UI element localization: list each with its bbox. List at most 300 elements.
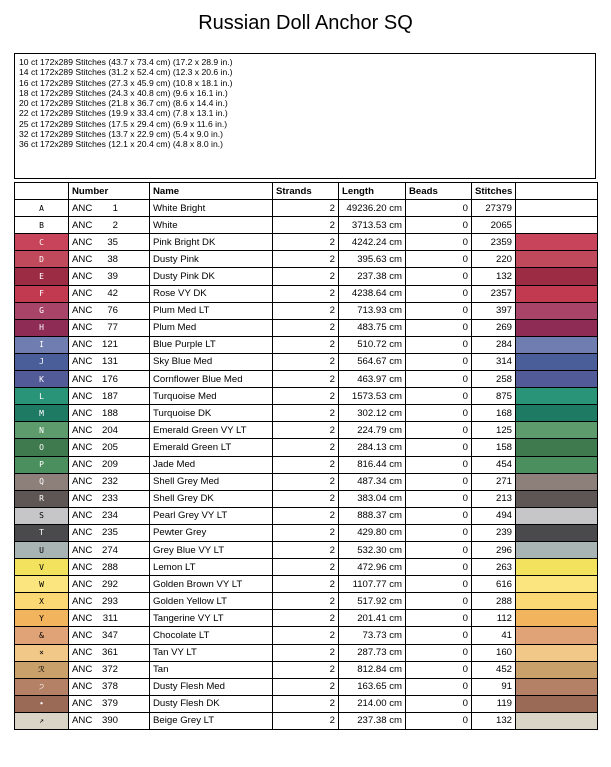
stitches-cell: 263 — [472, 559, 516, 576]
floss-table — [14, 182, 598, 730]
name-cell: Golden Yellow LT — [150, 593, 273, 610]
number-cell — [69, 319, 150, 336]
brand-label: ANC — [72, 647, 93, 659]
length-cell: 287.73 cm — [339, 644, 406, 661]
strands-cell: 2 — [273, 507, 339, 524]
color-swatch — [516, 576, 598, 593]
beads-cell: 0 — [406, 200, 472, 217]
length-cell: 472.96 cm — [339, 559, 406, 576]
strands-cell: 2 — [273, 200, 339, 217]
name-cell: Pearl Grey VY LT — [150, 507, 273, 524]
stitches-cell: 258 — [472, 371, 516, 388]
color-swatch — [516, 422, 598, 439]
table-row — [15, 541, 598, 558]
beads-cell: 0 — [406, 473, 472, 490]
beads-cell: 0 — [406, 336, 472, 353]
length-cell: 237.38 cm — [339, 712, 406, 729]
number-cell — [69, 610, 150, 627]
number-cell — [69, 371, 150, 388]
floss-number: 379 — [102, 698, 119, 710]
name-cell: Tangerine VY LT — [150, 610, 273, 627]
color-swatch — [516, 490, 598, 507]
fabric-size-line: 22 ct 172x289 Stitches (19.9 x 33.4 cm) (7.8 x 13.1 in.) — [19, 108, 228, 119]
name-cell: Shell Grey Med — [150, 473, 273, 490]
length-cell: 214.00 cm — [339, 695, 406, 712]
name-cell: Tan VY LT — [150, 644, 273, 661]
name-cell: Turquoise Med — [150, 388, 273, 405]
table-row — [15, 524, 598, 541]
color-swatch — [516, 285, 598, 302]
symbol-cell: A — [15, 200, 69, 217]
symbol-cell: G — [15, 302, 69, 319]
symbol-cell: & — [15, 627, 69, 644]
symbol-cell: W — [15, 576, 69, 593]
color-swatch — [516, 627, 598, 644]
strands-cell: 2 — [273, 627, 339, 644]
brand-label: ANC — [72, 527, 93, 539]
symbol-cell: L — [15, 388, 69, 405]
name-cell: Blue Purple LT — [150, 336, 273, 353]
fabric-size-line: 36 ct 172x289 Stitches (12.1 x 20.4 cm) (4.8 x 8.0 in.) — [19, 139, 223, 150]
beads-cell: 0 — [406, 593, 472, 610]
color-swatch — [516, 388, 598, 405]
color-swatch — [516, 695, 598, 712]
floss-number: 188 — [102, 407, 119, 419]
strands-cell: 2 — [273, 268, 339, 285]
header-number: Number — [69, 183, 150, 200]
table-row — [15, 576, 598, 593]
header-length: Length — [339, 183, 406, 200]
color-swatch — [516, 371, 598, 388]
symbol-cell: V — [15, 559, 69, 576]
floss-number: 372 — [102, 664, 119, 676]
color-swatch — [516, 678, 598, 695]
beads-cell: 0 — [406, 251, 472, 268]
name-cell: Shell Grey DK — [150, 490, 273, 507]
table-row — [15, 473, 598, 490]
beads-cell: 0 — [406, 456, 472, 473]
beads-cell: 0 — [406, 439, 472, 456]
length-cell: 302.12 cm — [339, 405, 406, 422]
brand-label: ANC — [72, 288, 93, 300]
number-cell — [69, 593, 150, 610]
floss-number: 347 — [102, 629, 119, 641]
strands-cell: 2 — [273, 371, 339, 388]
beads-cell: 0 — [406, 234, 472, 251]
stitches-cell: 494 — [472, 507, 516, 524]
number-cell — [69, 695, 150, 712]
length-cell: 383.04 cm — [339, 490, 406, 507]
stitches-cell: 168 — [472, 405, 516, 422]
length-cell: 713.93 cm — [339, 302, 406, 319]
strands-cell: 2 — [273, 610, 339, 627]
strands-cell: 2 — [273, 405, 339, 422]
length-cell: 532.30 cm — [339, 541, 406, 558]
number-cell — [69, 712, 150, 729]
fabric-size-line: 18 ct 172x289 Stitches (24.3 x 40.8 cm) (9.6 x 16.1 in.) — [19, 87, 228, 98]
stitches-cell: 119 — [472, 695, 516, 712]
length-cell: 510.72 cm — [339, 336, 406, 353]
table-row — [15, 559, 598, 576]
table-row — [15, 353, 598, 370]
header-swatch — [516, 183, 598, 200]
number-cell — [69, 644, 150, 661]
stitches-cell: 2065 — [472, 217, 516, 234]
brand-label: ANC — [72, 271, 93, 283]
color-swatch — [516, 405, 598, 422]
number-cell — [69, 661, 150, 678]
header-symbol — [15, 183, 69, 200]
strands-cell: 2 — [273, 678, 339, 695]
length-cell: 812.84 cm — [339, 661, 406, 678]
number-cell — [69, 302, 150, 319]
beads-cell: 0 — [406, 610, 472, 627]
floss-number: 2 — [112, 219, 118, 231]
beads-cell: 0 — [406, 695, 472, 712]
symbol-cell: X — [15, 593, 69, 610]
number-cell — [69, 234, 150, 251]
table-row — [15, 644, 598, 661]
page-title: Russian Doll Anchor SQ — [198, 12, 413, 34]
symbol-cell: H — [15, 319, 69, 336]
strands-cell: 2 — [273, 251, 339, 268]
color-swatch — [516, 353, 598, 370]
name-cell: Cornflower Blue Med — [150, 371, 273, 388]
color-swatch — [516, 251, 598, 268]
stitches-cell: 616 — [472, 576, 516, 593]
brand-label: ANC — [72, 595, 93, 607]
color-swatch — [516, 439, 598, 456]
number-cell — [69, 422, 150, 439]
header-name: Name — [150, 183, 273, 200]
color-swatch — [516, 336, 598, 353]
stitches-cell: 91 — [472, 678, 516, 695]
name-cell: Pewter Grey — [150, 524, 273, 541]
color-swatch — [516, 712, 598, 729]
symbol-cell: I — [15, 336, 69, 353]
stitches-cell: 284 — [472, 336, 516, 353]
beads-cell: 0 — [406, 388, 472, 405]
length-cell: 224.79 cm — [339, 422, 406, 439]
brand-label: ANC — [72, 612, 93, 624]
number-cell — [69, 439, 150, 456]
table-row — [15, 200, 598, 217]
length-cell: 463.97 cm — [339, 371, 406, 388]
symbol-cell: N — [15, 422, 69, 439]
color-swatch — [516, 234, 598, 251]
fabric-size-line: 10 ct 172x289 Stitches (43.7 x 73.4 cm) (17.2 x 28.9 in.) — [19, 57, 233, 67]
brand-label: ANC — [72, 664, 93, 676]
name-cell: Jade Med — [150, 456, 273, 473]
beads-cell: 0 — [406, 507, 472, 524]
floss-number: 187 — [102, 390, 119, 402]
color-swatch — [516, 217, 598, 234]
fabric-size-box — [14, 53, 596, 179]
symbol-cell: M — [15, 405, 69, 422]
length-cell: 73.73 cm — [339, 627, 406, 644]
brand-label: ANC — [72, 424, 93, 436]
brand-label: ANC — [72, 459, 93, 471]
strands-cell: 2 — [273, 319, 339, 336]
number-cell — [69, 268, 150, 285]
floss-number: 35 — [107, 236, 118, 248]
symbol-cell: × — [15, 644, 69, 661]
fabric-size-line: 16 ct 172x289 Stitches (27.3 x 45.9 cm) (10.8 x 18.1 in.) — [19, 77, 233, 88]
number-cell — [69, 251, 150, 268]
stitches-cell: 220 — [472, 251, 516, 268]
floss-number: 234 — [102, 510, 119, 522]
floss-number: 292 — [102, 578, 119, 590]
strands-cell: 2 — [273, 439, 339, 456]
stitches-cell: 158 — [472, 439, 516, 456]
brand-label: ANC — [72, 219, 93, 231]
number-cell — [69, 353, 150, 370]
header-beads: Beads — [406, 183, 472, 200]
brand-label: ANC — [72, 322, 93, 334]
color-swatch — [516, 524, 598, 541]
name-cell: Dusty Flesh Med — [150, 678, 273, 695]
brand-label: ANC — [72, 356, 93, 368]
length-cell: 49236.20 cm — [339, 200, 406, 217]
length-cell: 163.65 cm — [339, 678, 406, 695]
stitches-cell: 875 — [472, 388, 516, 405]
brand-label: ANC — [72, 339, 93, 351]
beads-cell: 0 — [406, 302, 472, 319]
header-strands: Strands — [273, 183, 339, 200]
table-row — [15, 285, 598, 302]
strands-cell: 2 — [273, 712, 339, 729]
beads-cell: 0 — [406, 576, 472, 593]
strands-cell: 2 — [273, 456, 339, 473]
name-cell: Dusty Flesh DK — [150, 695, 273, 712]
stitches-cell: 288 — [472, 593, 516, 610]
table-row — [15, 661, 598, 678]
brand-label: ANC — [72, 544, 93, 556]
strands-cell: 2 — [273, 490, 339, 507]
name-cell: Dusty Pink DK — [150, 268, 273, 285]
beads-cell: 0 — [406, 353, 472, 370]
length-cell: 1573.53 cm — [339, 388, 406, 405]
length-cell: 4238.64 cm — [339, 285, 406, 302]
fabric-size-line: 20 ct 172x289 Stitches (21.8 x 36.7 cm) (8.6 x 14.4 in.) — [19, 98, 228, 109]
table-row — [15, 695, 598, 712]
length-cell: 284.13 cm — [339, 439, 406, 456]
table-row — [15, 507, 598, 524]
floss-number: 77 — [107, 322, 118, 334]
symbol-cell: E — [15, 268, 69, 285]
floss-number: 293 — [102, 595, 119, 607]
stitches-cell: 239 — [472, 524, 516, 541]
name-cell: Lemon LT — [150, 559, 273, 576]
symbol-cell: Y — [15, 610, 69, 627]
length-cell: 395.63 cm — [339, 251, 406, 268]
name-cell: Emerald Green VY LT — [150, 422, 273, 439]
length-cell: 3713.53 cm — [339, 217, 406, 234]
beads-cell: 0 — [406, 661, 472, 678]
beads-cell: 0 — [406, 490, 472, 507]
floss-number: 274 — [102, 544, 119, 556]
length-cell: 888.37 cm — [339, 507, 406, 524]
brand-label: ANC — [72, 202, 93, 214]
stitches-cell: 2359 — [472, 234, 516, 251]
beads-cell: 0 — [406, 712, 472, 729]
beads-cell: 0 — [406, 285, 472, 302]
color-swatch — [516, 268, 598, 285]
symbol-cell: D — [15, 251, 69, 268]
stitches-cell: 296 — [472, 541, 516, 558]
table-row — [15, 593, 598, 610]
symbol-cell: ↗ — [15, 712, 69, 729]
beads-cell: 0 — [406, 627, 472, 644]
name-cell: Plum Med LT — [150, 302, 273, 319]
strands-cell: 2 — [273, 422, 339, 439]
name-cell: Turquoise DK — [150, 405, 273, 422]
table-row — [15, 268, 598, 285]
floss-number: 121 — [102, 339, 119, 351]
name-cell: White Bright — [150, 200, 273, 217]
floss-number: 42 — [107, 288, 118, 300]
beads-cell: 0 — [406, 422, 472, 439]
brand-label: ANC — [72, 236, 93, 248]
stitches-cell: 397 — [472, 302, 516, 319]
name-cell: Sky Blue Med — [150, 353, 273, 370]
symbol-cell: J — [15, 353, 69, 370]
beads-cell: 0 — [406, 268, 472, 285]
floss-number: 390 — [102, 715, 119, 727]
symbol-cell: F — [15, 285, 69, 302]
length-cell: 816.44 cm — [339, 456, 406, 473]
fabric-size-line: 25 ct 172x289 Stitches (17.5 x 29.4 cm) (6.9 x 11.6 in.) — [19, 118, 228, 129]
stitches-cell: 2357 — [472, 285, 516, 302]
color-swatch — [516, 200, 598, 217]
stitches-cell: 160 — [472, 644, 516, 661]
length-cell: 483.75 cm — [339, 319, 406, 336]
table-row — [15, 302, 598, 319]
beads-cell: 0 — [406, 371, 472, 388]
number-cell — [69, 524, 150, 541]
floss-number: 176 — [102, 373, 119, 385]
length-cell: 4242.24 cm — [339, 234, 406, 251]
number-cell — [69, 285, 150, 302]
floss-number: 311 — [102, 612, 118, 624]
number-cell — [69, 336, 150, 353]
symbol-cell: T — [15, 524, 69, 541]
stitches-cell: 41 — [472, 627, 516, 644]
color-swatch — [516, 559, 598, 576]
symbol-cell: U — [15, 541, 69, 558]
strands-cell: 2 — [273, 661, 339, 678]
strands-cell: 2 — [273, 353, 339, 370]
number-cell — [69, 405, 150, 422]
brand-label: ANC — [72, 441, 93, 453]
length-cell: 487.34 cm — [339, 473, 406, 490]
color-swatch — [516, 661, 598, 678]
floss-number: 205 — [102, 441, 119, 453]
beads-cell: 0 — [406, 541, 472, 558]
brand-label: ANC — [72, 510, 93, 522]
table-row — [15, 234, 598, 251]
strands-cell: 2 — [273, 524, 339, 541]
number-cell — [69, 576, 150, 593]
symbol-cell: K — [15, 371, 69, 388]
color-swatch — [516, 319, 598, 336]
table-row — [15, 490, 598, 507]
name-cell: White — [150, 217, 273, 234]
floss-number: 233 — [102, 493, 119, 505]
symbol-cell: R — [15, 490, 69, 507]
strands-cell: 2 — [273, 217, 339, 234]
beads-cell: 0 — [406, 319, 472, 336]
color-swatch — [516, 593, 598, 610]
name-cell: Tan — [150, 661, 273, 678]
beads-cell: 0 — [406, 559, 472, 576]
floss-number: 209 — [102, 459, 119, 471]
table-row — [15, 319, 598, 336]
strands-cell: 2 — [273, 473, 339, 490]
number-cell — [69, 200, 150, 217]
number-cell — [69, 473, 150, 490]
floss-number: 39 — [107, 271, 118, 283]
stitches-cell: 27379 — [472, 200, 516, 217]
floss-number: 131 — [102, 356, 119, 368]
number-cell — [69, 627, 150, 644]
symbol-cell: O — [15, 439, 69, 456]
name-cell: Chocolate LT — [150, 627, 273, 644]
stitches-cell: 454 — [472, 456, 516, 473]
beads-cell: 0 — [406, 678, 472, 695]
symbol-cell: ∙ — [15, 695, 69, 712]
brand-label: ANC — [72, 493, 93, 505]
table-row — [15, 251, 598, 268]
table-row — [15, 422, 598, 439]
strands-cell: 2 — [273, 302, 339, 319]
name-cell: Plum Med — [150, 319, 273, 336]
table-row — [15, 217, 598, 234]
strands-cell: 2 — [273, 695, 339, 712]
floss-number: 361 — [102, 647, 119, 659]
floss-number: 378 — [102, 681, 119, 693]
number-cell — [69, 507, 150, 524]
floss-number: 76 — [107, 305, 118, 317]
color-swatch — [516, 456, 598, 473]
strands-cell: 2 — [273, 541, 339, 558]
brand-label: ANC — [72, 305, 93, 317]
stitches-cell: 314 — [472, 353, 516, 370]
name-cell: Emerald Green LT — [150, 439, 273, 456]
brand-label: ANC — [72, 681, 93, 693]
length-cell: 564.67 cm — [339, 353, 406, 370]
symbol-cell: Q — [15, 473, 69, 490]
table-row — [15, 610, 598, 627]
floss-number: 38 — [107, 253, 118, 265]
table-row — [15, 371, 598, 388]
name-cell: Rose VY DK — [150, 285, 273, 302]
table-row — [15, 439, 598, 456]
brand-label: ANC — [72, 715, 93, 727]
stitches-cell: 112 — [472, 610, 516, 627]
table-row — [15, 627, 598, 644]
name-cell: Pink Bright DK — [150, 234, 273, 251]
floss-number: 204 — [102, 424, 119, 436]
brand-label: ANC — [72, 578, 93, 590]
color-swatch — [516, 644, 598, 661]
table-row — [15, 456, 598, 473]
floss-number: 235 — [102, 527, 119, 539]
strands-cell: 2 — [273, 234, 339, 251]
beads-cell: 0 — [406, 524, 472, 541]
symbol-cell: ℛ — [15, 661, 69, 678]
color-swatch — [516, 610, 598, 627]
